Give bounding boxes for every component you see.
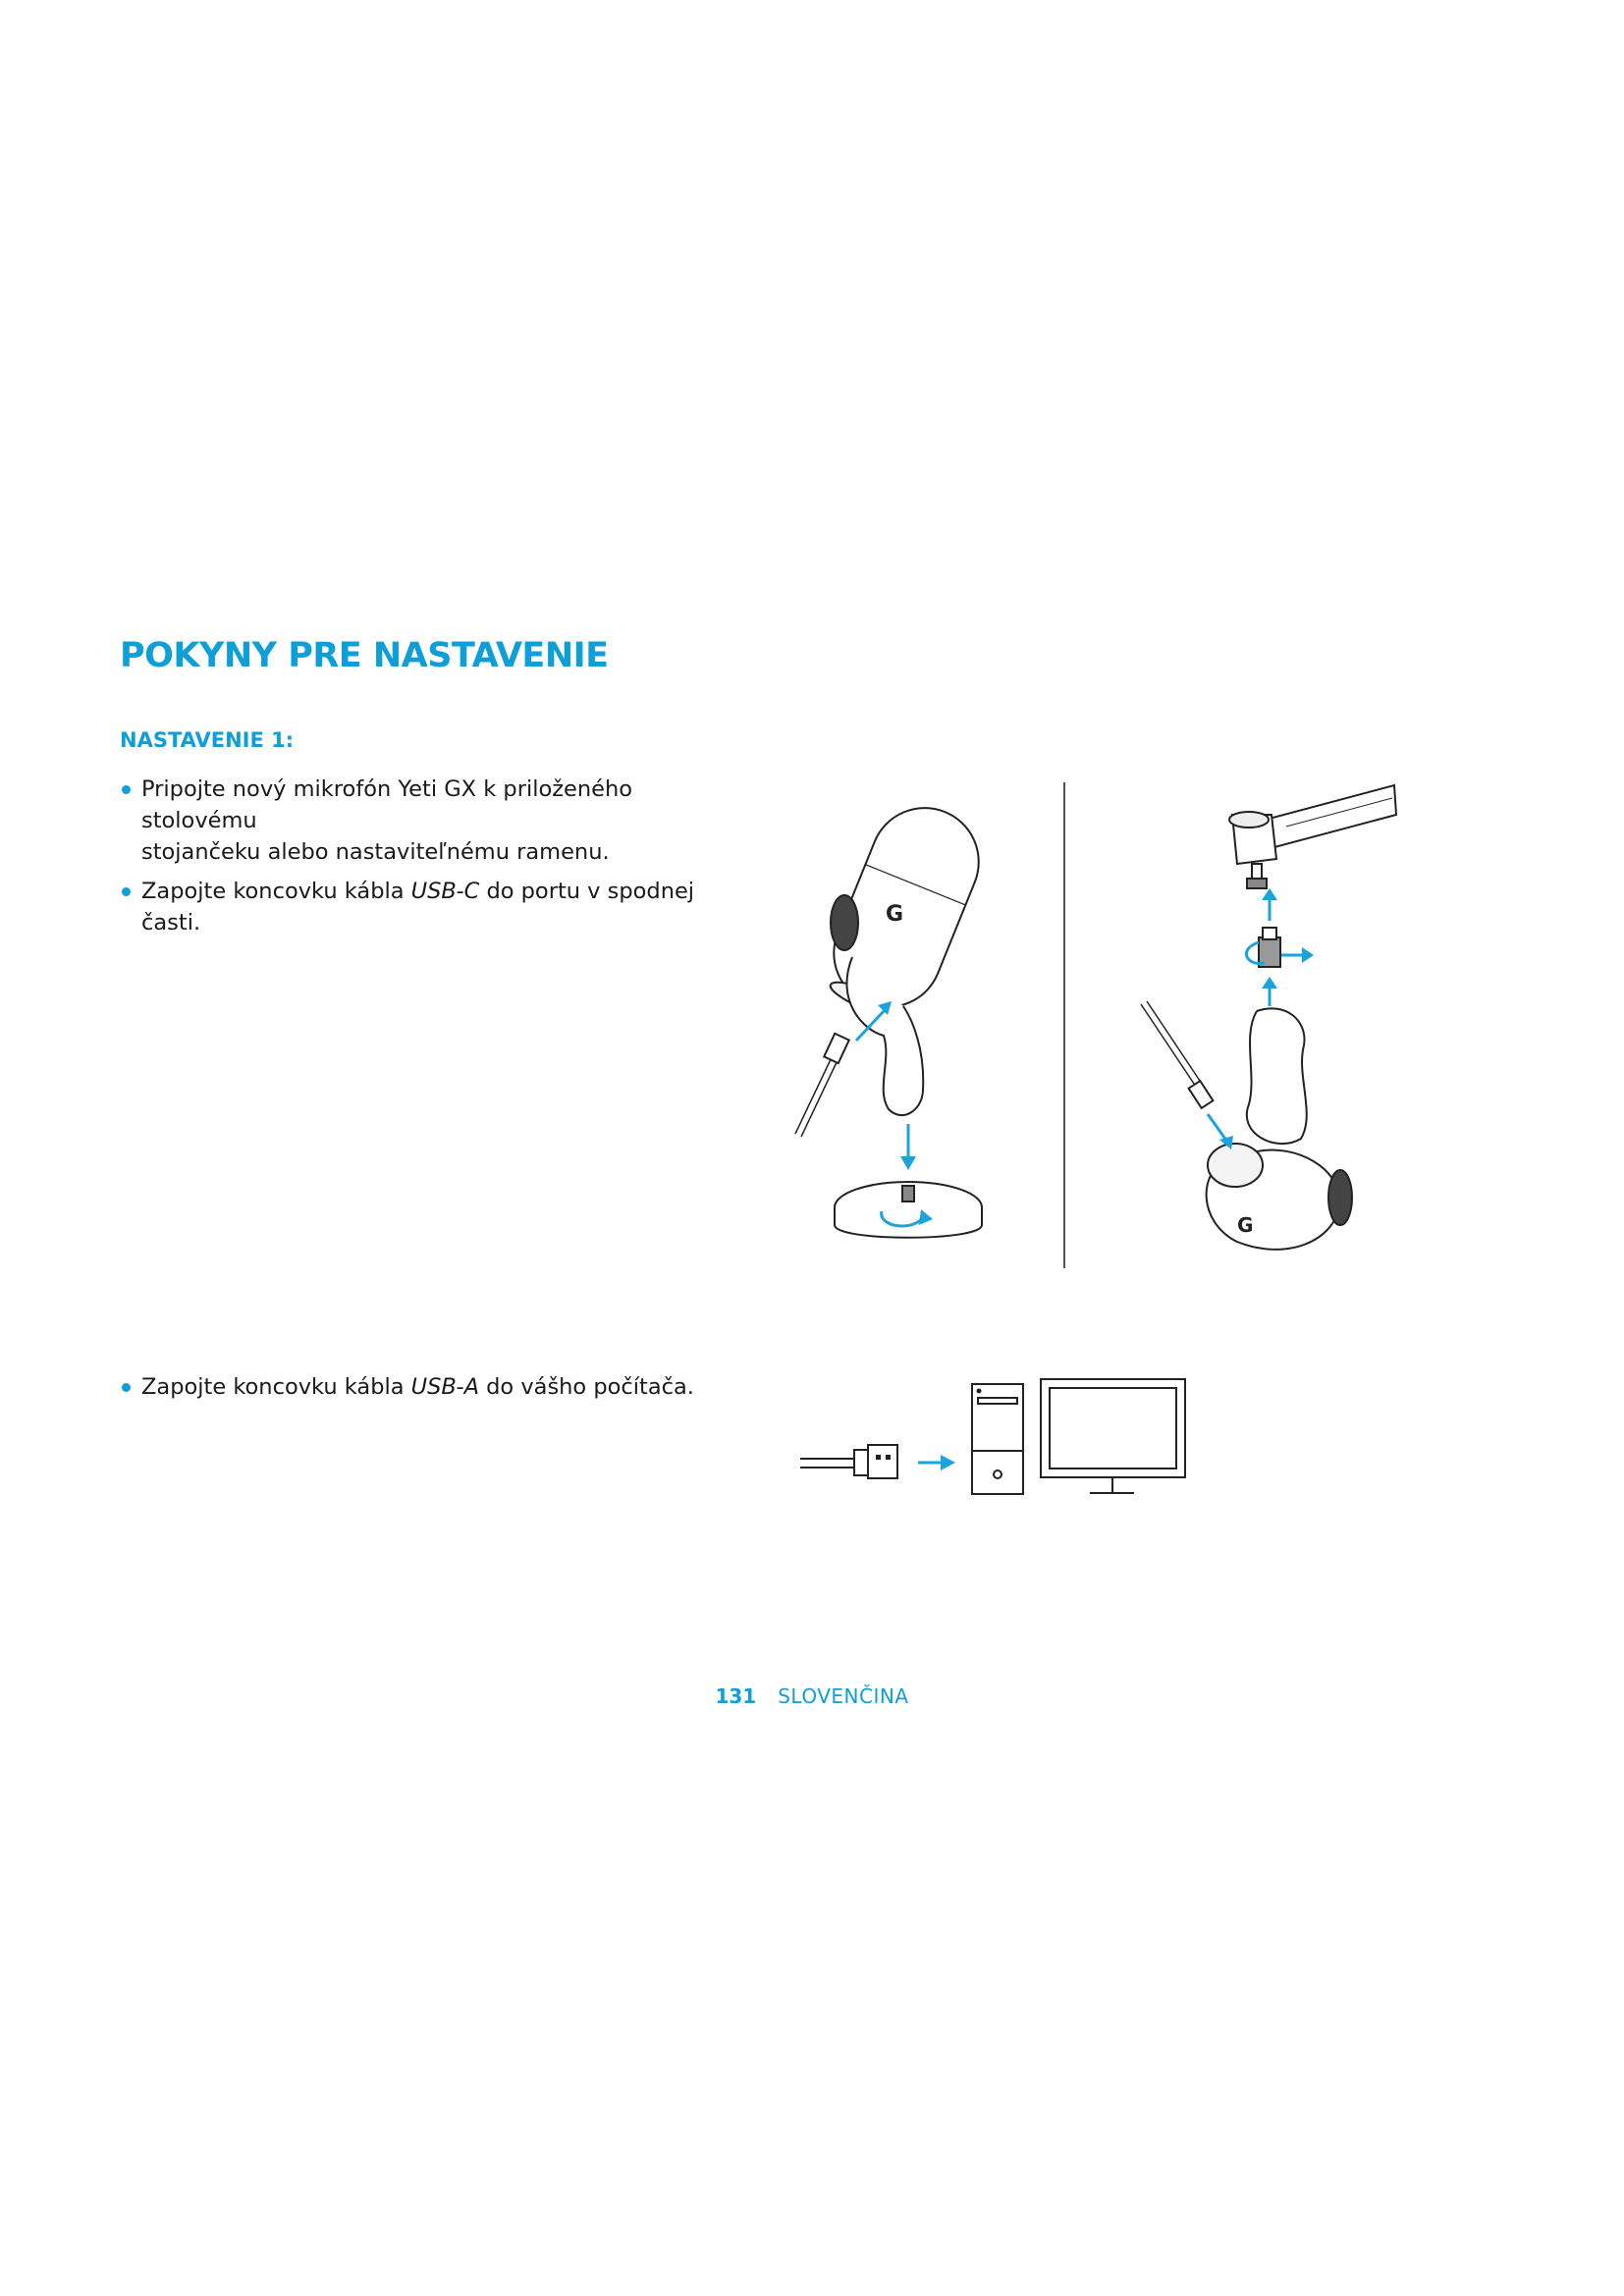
bullet-dot-icon (122, 1383, 131, 1392)
page-number: 131 (715, 1684, 757, 1708)
boom-arm-illustration (1139, 780, 1404, 1271)
bullet-text-line2: stojančeku alebo nastaviteľnému ramenu. (141, 839, 610, 865)
footer-language: SLOVENČINA (778, 1684, 909, 1708)
svg-text:G: G (886, 902, 904, 927)
step-heading: NASTAVENIE 1: (120, 728, 295, 752)
usb-computer-illustration (800, 1374, 1193, 1502)
bullet-text: Zapojte koncovku kábla USB-A do vášho počítača. (141, 1374, 694, 1400)
page-footer (0, 1684, 1624, 1708)
list-item (122, 876, 750, 938)
mic-stand-illustration (795, 795, 1021, 1256)
page-title: POKYNY PRE NASTAVENIE (120, 636, 609, 675)
bullet-text-line1: Pripojte nový mikrofón Yeti GX k priloženého stolovému (141, 776, 633, 833)
list-item (122, 774, 750, 868)
divider (1062, 782, 1066, 1268)
bullet-dot-icon (122, 887, 131, 896)
list-item (122, 1371, 750, 1403)
svg-text:G: G (1237, 1213, 1254, 1237)
bullet-dot-icon (122, 785, 131, 794)
bullet-text: Zapojte koncovku kábla USB-C do portu v spodnej časti. (141, 879, 695, 935)
